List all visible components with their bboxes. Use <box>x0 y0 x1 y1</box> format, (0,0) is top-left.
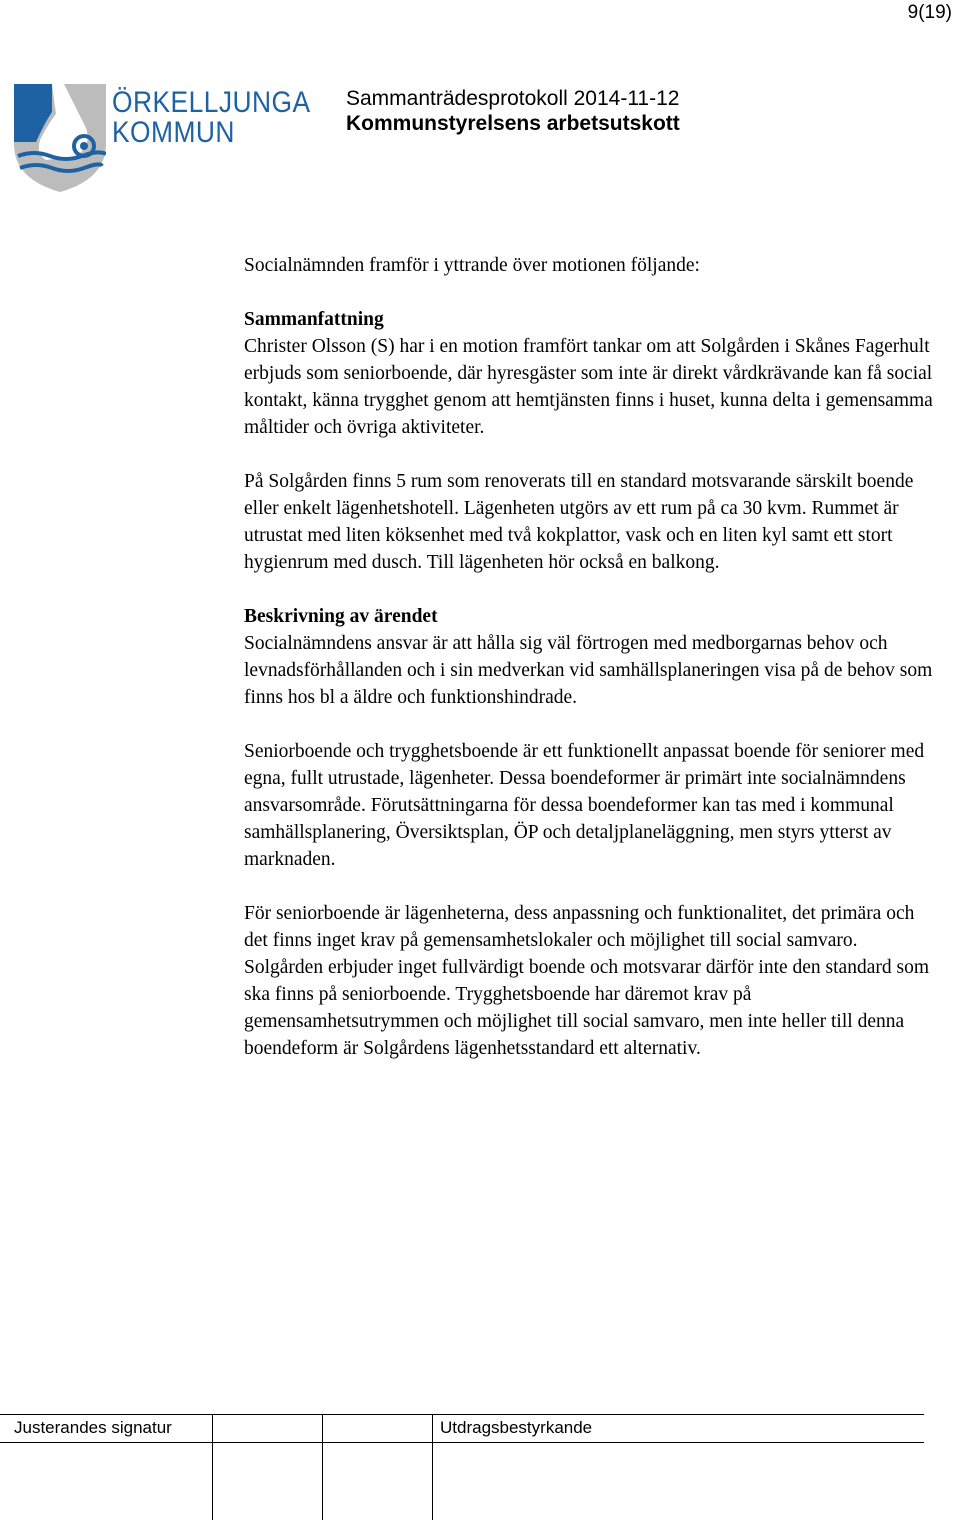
description-paragraph-3: För seniorboende är lägenheterna, dess anpassning och funktionalitet, det primära och det finns inget krav på gemensamhetslokaler och möjlighet till social samvaro. Solgården erbjuder inget fullvärdigt boende och motsvarar därför inte den standard som ska finns på seniorboende. Trygghetsboende har däremot krav på gemensamhetsutrymmen och möjlighet till social samvaro, men inte heller till denna boendeform är Solgårdens lägenhetsstandard ett alternativ. <box>244 903 929 1059</box>
summary-heading: Sammanfattning <box>244 309 384 330</box>
description-heading: Beskrivning av ärendet <box>244 606 438 627</box>
municipality-logo <box>14 84 106 192</box>
logo-wordmark <box>112 88 311 148</box>
footer-divider <box>322 1414 323 1520</box>
committee-name: Kommunstyrelsens arbetsutskott <box>346 112 680 135</box>
footer-divider <box>432 1414 433 1520</box>
document-header <box>346 86 680 136</box>
footer-top-rule <box>0 1414 924 1415</box>
logo-line-1: ÖRKELLJUNGA <box>112 86 311 119</box>
summary-paragraph-2: På Solgården finns 5 rum som renoverats till en standard motsvarande särskilt boende eller enkelt lägenhetshotell. Lägenheten utgörs av ett rum på ca 30 kvm. Rummet är utrustat med liten köksenhet med två kokplattor, vask och en liten kyl samt ett stort hygienrum med dusch. Till lägenheten hör också en balkong. <box>244 471 914 573</box>
footer-divider <box>212 1414 213 1520</box>
footer-label-rule <box>0 1442 924 1443</box>
signature-label: Justerandes signatur <box>14 1418 172 1437</box>
signature-footer <box>0 1414 960 1520</box>
description-paragraph-1: Socialnämndens ansvar är att hålla sig väl förtrogen med medborgarnas behov och levnadsförhållanden och i sin medverkan vid samhällsplaneringen visa på de behov som finns hos bl a äldre och funktionshindrade. <box>244 633 933 708</box>
logo-line-2: KOMMUN <box>112 116 235 149</box>
page-number: 9(19) <box>907 2 952 23</box>
extract-certification-label: Utdragsbestyrkande <box>440 1418 593 1437</box>
intro-paragraph: Socialnämnden framför i yttrande över motionen följande: <box>244 255 700 276</box>
summary-paragraph-1: Christer Olsson (S) har i en motion framfört tankar om att Solgården i Skånes Fagerhult erbjuds som seniorboende, där hyresgäster som inte är direkt vårdkrävande kan få social kontakt, känna trygghet genom att hemtjänsten finns i huset, kunna delta i gemensamma måltider och övriga aktiviteter. <box>244 336 933 438</box>
document-body <box>244 252 934 1062</box>
description-paragraph-2: Seniorboende och trygghetsboende är ett funktionellt anpassat boende för seniorer med egna, fullt utrustade, lägenheter. Dessa boendeformer är primärt inte socialnämndens ansvarsområde. Förutsättningarna för dessa boendeformer kan tas med i kommunal samhällsplanering, Översiktsplan, ÖP och detaljplaneläggning, men styrs ytterst av marknaden. <box>244 741 925 870</box>
protocol-title: Sammanträdesprotokoll 2014-11-12 <box>346 87 680 110</box>
